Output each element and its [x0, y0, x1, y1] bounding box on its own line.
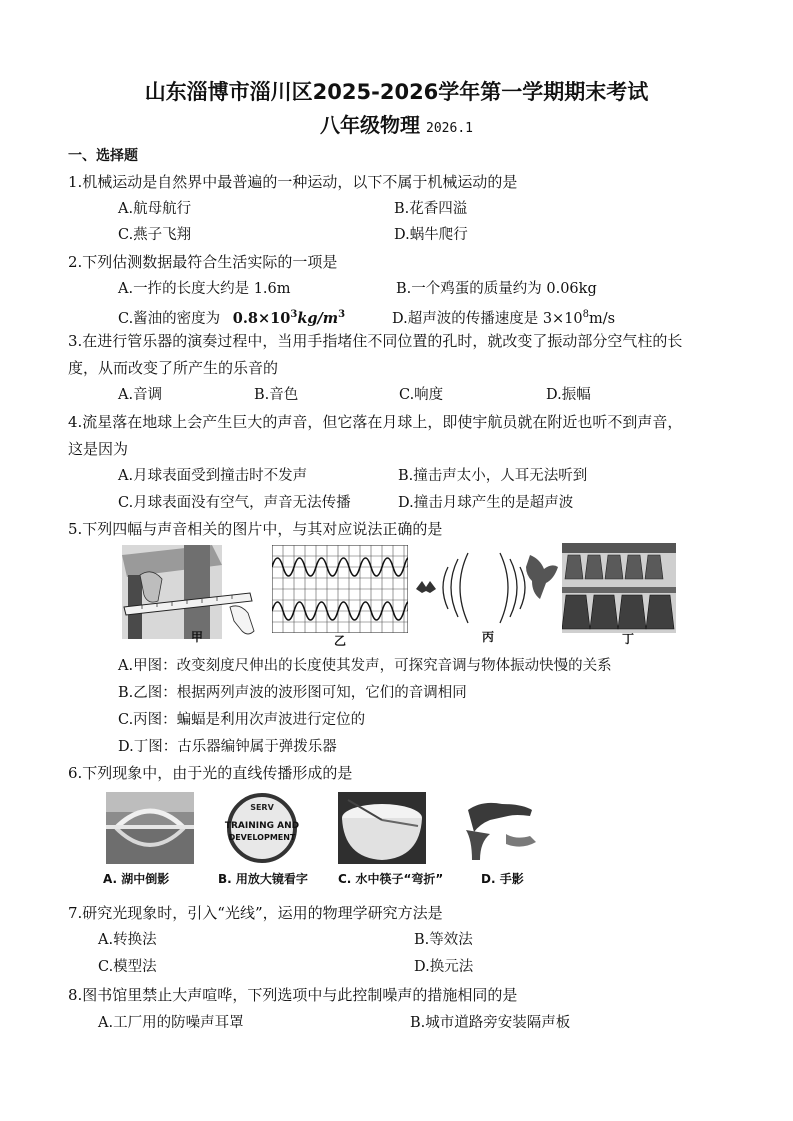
q5-label-ding: 丁 — [622, 632, 635, 646]
q6-figure-hand-shadow — [462, 796, 542, 864]
q5-option-d: D.丁图：古乐器编钟属于弹拨乐器 — [118, 739, 337, 755]
q5-label-bing: 丙 — [482, 630, 495, 644]
exam-date: 2026.1 — [426, 121, 473, 136]
q8-option-a: A.工厂用的防噪声耳罩 — [98, 1015, 244, 1031]
q1-option-c: C.燕子飞翔 — [118, 227, 192, 243]
q7-option-a: A.转换法 — [98, 932, 157, 948]
q6-caption-d: D. 手影 — [481, 872, 524, 886]
q7-option-d: D.换元法 — [414, 959, 474, 975]
exam-title: 山东淄博市淄川区2025-2026学年第一学期期末考试 — [144, 80, 649, 104]
q4-stem-line2: 这是因为 — [68, 440, 129, 458]
q1-option-a: A.航母航行 — [118, 201, 192, 217]
q2-option-a: A.一拃的长度大约是 1.6m — [118, 281, 291, 297]
q4-option-a: A.月球表面受到撞击时不发声 — [118, 468, 308, 484]
q3-option-c: C.响度 — [399, 387, 444, 403]
q5-figure-yi — [272, 545, 408, 633]
q4-option-d: D.撞击月球产生的是超声波 — [398, 495, 574, 511]
q2-stem: 2.下列估测数据最符合生活实际的一项是 — [68, 253, 338, 271]
q3-stem-line2: 度，从而改变了所产生的乐音的 — [68, 359, 279, 377]
q6-figure-magnifier — [222, 792, 302, 864]
q2-option-c-value: $0.8\times 10^3kg/m^3$ — [232, 309, 346, 327]
q3-option-d: D.振幅 — [546, 387, 591, 403]
q5-label-yi: 乙 — [334, 634, 347, 648]
q5-option-c: C.丙图：蝙蝠是利用次声波进行定位的 — [118, 712, 366, 728]
q1-option-b: B.花香四溢 — [394, 201, 468, 217]
q2-option-c-prefix: C.酱油的密度为 — [118, 310, 221, 327]
q7-stem: 7.研究光现象时，引入“光线”，运用的物理学研究方法是 — [68, 904, 443, 922]
q1-option-d: D.蜗牛爬行 — [394, 227, 468, 243]
q5-figure-bing — [412, 545, 560, 629]
q5-label-jia: 甲 — [191, 630, 204, 644]
q6-figure-chopsticks — [338, 792, 426, 864]
magnifier-word-3: DEVELOPMENT — [228, 833, 296, 842]
q8-stem: 8.图书馆里禁止大声喧哗，下列选项中与此控制噪声的措施相同的是 — [68, 986, 518, 1004]
q5-figure-ding — [562, 543, 676, 633]
magnifier-word-1: SERV — [250, 803, 274, 812]
q6-figure-reflection — [106, 792, 194, 864]
q3-stem-line1: 3.在进行管乐器的演奏过程中，当用手指堵住不同位置的孔时，就改变了振动部分空气柱的长 — [68, 332, 683, 350]
q4-stem-line1: 4.流星落在地球上会产生巨大的声音，但它落在月球上，即使宇航员就在附近也听不到声音， — [68, 413, 683, 431]
q5-option-b: B.乙图：根据两列声波的波形图可知，它们的音调相同 — [118, 685, 467, 701]
q7-option-b: B.等效法 — [414, 932, 473, 948]
section-heading: 一、选择题 — [68, 148, 138, 164]
exam-subtitle — [0, 112, 793, 142]
magnifier-word-2: TRAINING AND — [224, 821, 300, 831]
q1-stem: 1.机械运动是自然界中最普遍的一种运动，以下不属于机械运动的是 — [68, 173, 518, 191]
q2-option-b: B.一个鸡蛋的质量约为 0.06kg — [396, 281, 597, 297]
q6-caption-b: B. 用放大镜看字 — [218, 872, 308, 886]
q6-caption-c: C. 水中筷子“弯折” — [338, 872, 444, 886]
q6-stem: 6.下列现象中，由于光的直线传播形成的是 — [68, 764, 353, 782]
q8-option-b: B.城市道路旁安装隔声板 — [410, 1015, 571, 1031]
q5-option-a: A.甲图：改变刻度尺伸出的长度使其发声，可探究音调与物体振动快慢的关系 — [118, 658, 612, 674]
q3-option-b: B.音色 — [254, 387, 299, 403]
q2-option-c — [118, 305, 345, 329]
q6-caption-a: A. 湖中倒影 — [103, 872, 170, 886]
subject-grade: 八年级物理 — [320, 113, 421, 137]
q7-option-c: C.模型法 — [98, 959, 157, 975]
q4-option-c: C.月球表面没有空气，声音无法传播 — [118, 495, 351, 511]
q4-option-b: B.撞击声太小，人耳无法听到 — [398, 468, 588, 484]
q5-stem: 5.下列四幅与声音相关的图片中，与其对应说法正确的是 — [68, 520, 443, 538]
q3-option-a: A.音调 — [118, 387, 163, 403]
q2-option-d: D.超声波的传播速度是 $3\times 10^8m/s$ — [392, 309, 616, 327]
